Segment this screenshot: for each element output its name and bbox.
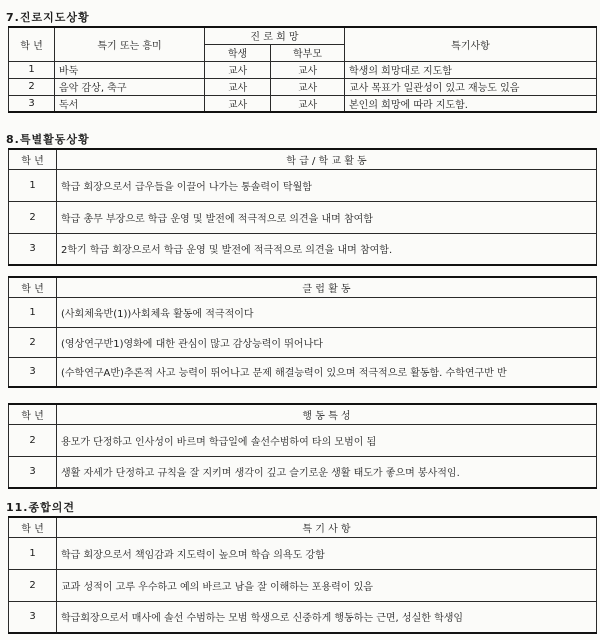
header-student: 학생 [205, 44, 271, 61]
row-grade: 1 [9, 61, 55, 78]
row-activity: 학급 총무 부장으로 학급 운영 및 발전에 적극적으로 의견을 내며 참여함 [57, 201, 597, 233]
row-activity: (수학연구A반)추론적 사고 능력이 뛰어나고 문제 해결능력이 있으며 적극적으로 활동함. 수학연구반 반 [57, 357, 597, 387]
row-opinion: 학급 회장으로서 책임감과 지도력이 높으며 학습 의욕도 강함 [57, 537, 597, 569]
row-opinion: 교과 성적이 고루 우수하고 예의 바르고 남을 잘 이해하는 포용력이 있음 [57, 569, 597, 601]
row-note: 학생의 희망대로 지도함 [345, 61, 597, 78]
header-notes: 특 기 사 항 [57, 517, 597, 537]
row-interest: 바둑 [55, 61, 205, 78]
header-grade: 학 년 [9, 404, 57, 424]
row-behavior: 용모가 단정하고 인사성이 바르며 학급일에 솔선수범하여 타의 모범이 됨 [57, 424, 597, 456]
row-student-hope: 교사 [205, 61, 271, 78]
row-activity: (영상연구반1)영화에 대한 관심이 많고 감상능력이 뛰어나다 [57, 327, 597, 357]
row-behavior: 생활 자세가 단정하고 규칙을 잘 지키며 생각이 깊고 슬기로운 생활 태도가 좋으며 봉사적임. [57, 456, 597, 488]
row-note: 교사 목표가 일관성이 있고 재능도 있음 [345, 78, 597, 95]
section-11-title: 11.종합의견 [6, 501, 75, 514]
row-note: 본인의 희망에 따라 지도함. [345, 95, 597, 112]
row-grade: 3 [9, 601, 57, 633]
row-grade: 3 [9, 233, 57, 265]
row-activity: 학급 회장으로서 급우들을 이끌어 나가는 통솔력이 탁월함 [57, 169, 597, 201]
row-student-hope: 교사 [205, 78, 271, 95]
header-interest: 특기 또는 흥미 [55, 27, 205, 61]
row-grade: 2 [9, 569, 57, 601]
header-grade: 학 년 [9, 149, 57, 169]
header-school-activity: 학 급 / 학 교 활 동 [57, 149, 597, 169]
row-parent-hope: 교사 [271, 95, 345, 112]
row-grade: 3 [9, 95, 55, 112]
header-grade: 학 년 [9, 517, 57, 537]
section-8-title: 8.특별활동상황 [6, 133, 90, 146]
club-activity-table [8, 276, 597, 388]
school-activity-table [8, 148, 597, 266]
row-activity: 2학기 학급 회장으로서 학급 운영 및 발전에 적극적으로 의견을 내며 참여함. [57, 233, 597, 265]
behavior-table [8, 403, 597, 489]
row-activity: (사회체육반(1))사회체육 활동에 적극적이다 [57, 297, 597, 327]
row-grade: 2 [9, 78, 55, 95]
row-parent-hope: 교사 [271, 61, 345, 78]
header-club-activity: 클 럽 활 동 [57, 277, 597, 297]
row-grade: 1 [9, 297, 57, 327]
row-parent-hope: 교사 [271, 78, 345, 95]
row-student-hope: 교사 [205, 95, 271, 112]
row-interest: 독서 [55, 95, 205, 112]
row-grade: 3 [9, 357, 57, 387]
header-grade: 학 년 [9, 277, 57, 297]
header-career-hope: 진 로 희 망 [205, 27, 345, 44]
row-grade: 2 [9, 424, 57, 456]
overall-opinion-table [8, 516, 597, 634]
row-grade: 1 [9, 169, 57, 201]
header-notes: 특기사항 [345, 27, 597, 61]
row-grade: 3 [9, 456, 57, 488]
row-grade: 1 [9, 537, 57, 569]
career-guidance-table [8, 26, 597, 113]
row-grade: 2 [9, 327, 57, 357]
section-7-title: 7.진로지도상황 [6, 11, 90, 24]
row-grade: 2 [9, 201, 57, 233]
row-interest: 음악 감상, 축구 [55, 78, 205, 95]
header-parent: 학부모 [271, 44, 345, 61]
header-grade: 학 년 [9, 27, 55, 61]
header-behavior: 행 동 특 성 [57, 404, 597, 424]
row-opinion: 학급회장으로서 매사에 솔선 수범하는 모범 학생으로 신중하게 행동하는 근면, 성실한 학생임 [57, 601, 597, 633]
